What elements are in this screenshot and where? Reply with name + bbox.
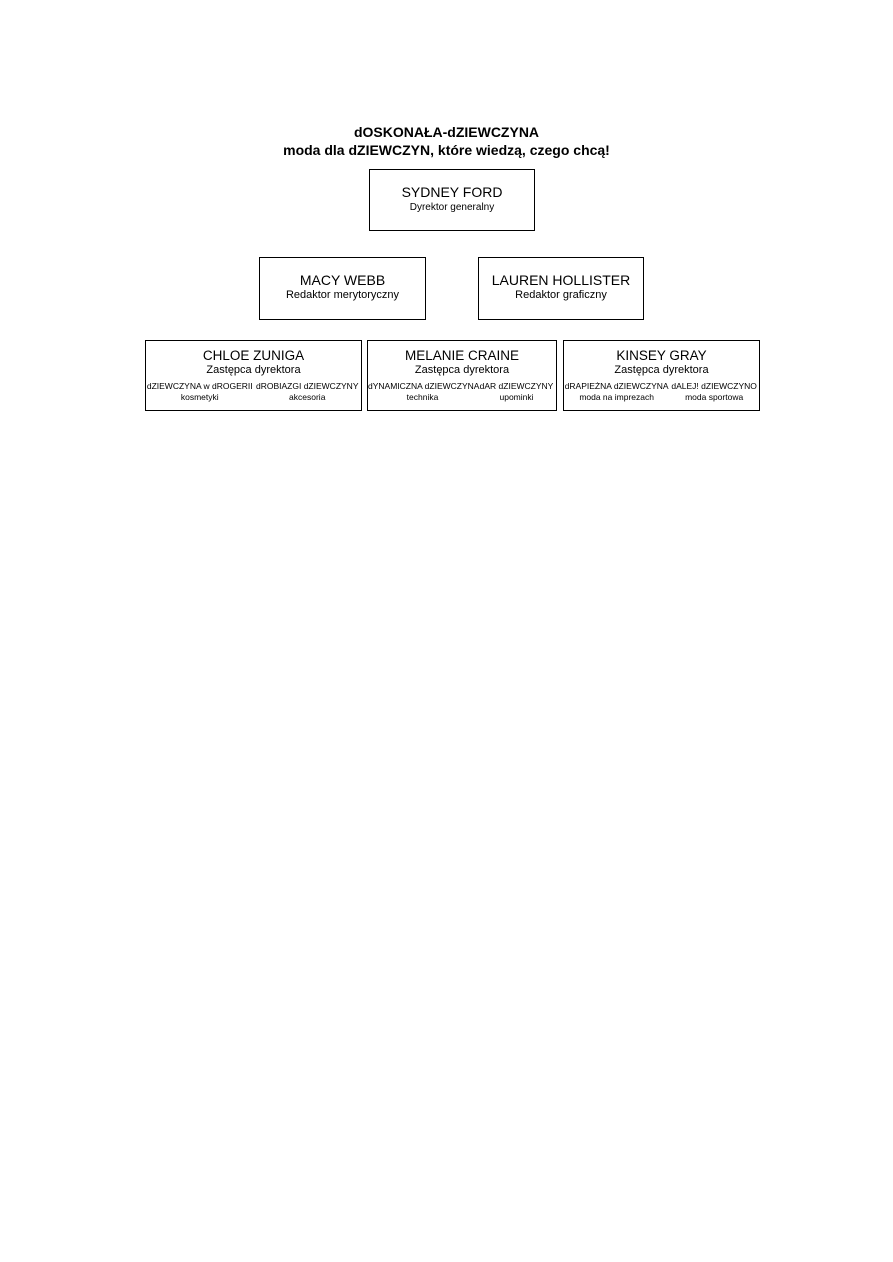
person-name: MELANIE CRAINE [404, 348, 520, 363]
org-box-deputy-1 [145, 340, 362, 411]
department [254, 381, 362, 403]
department-name: dZIEWCZYNA w dROGERII [146, 381, 253, 391]
org-box-editor-1 [259, 257, 426, 320]
person-role: Zastępca dyrektora [414, 364, 510, 376]
department [669, 381, 759, 403]
page-title: dOSKONAŁA-dZIEWCZYNA [353, 124, 540, 140]
person-role: Zastępca dyrektora [614, 364, 709, 376]
department-name: dROBIAZGI dZIEWCZYNY [256, 381, 359, 391]
person-role: Redaktor graficzny [515, 289, 607, 301]
person-role: Zastępca dyrektora [206, 364, 301, 376]
page-subtitle: moda dla dZIEWCZYN, które wiedzą, czego chcą! [283, 142, 610, 158]
person-name: MACY WEBB [299, 272, 386, 288]
person-name: CHLOE ZUNIGA [202, 348, 305, 363]
department [564, 381, 669, 403]
person-name: KINSEY GRAY [616, 348, 707, 363]
department-category: moda na imprezach [579, 392, 654, 402]
org-box-ceo [369, 169, 535, 231]
department-name: dAR dZIEWCZYNY [479, 381, 554, 391]
department-category: moda sportowa [685, 392, 744, 402]
department-category: akcesoria [289, 392, 326, 402]
person-name: SYDNEY FORD [401, 184, 503, 200]
org-box-deputy-2 [367, 340, 557, 411]
org-box-deputy-3 [563, 340, 760, 411]
org-box-editor-2 [478, 257, 644, 320]
department [146, 381, 254, 403]
person-name: LAUREN HOLLISTER [491, 272, 631, 288]
person-role: Dyrektor generalny [409, 202, 495, 213]
department-name: dALEJ! dZIEWCZYNO [671, 381, 757, 391]
department [477, 381, 556, 403]
department-name: dRAPIEŻNA dZIEWCZYNA [564, 381, 669, 391]
department-category: technika [406, 392, 439, 402]
department-category: kosmetyki [180, 392, 219, 402]
department [368, 381, 480, 403]
department-name: dYNAMICZNA dZIEWCZYNA [368, 381, 480, 391]
person-role: Redaktor merytoryczny [285, 289, 400, 301]
department-category: upominki [499, 392, 534, 402]
